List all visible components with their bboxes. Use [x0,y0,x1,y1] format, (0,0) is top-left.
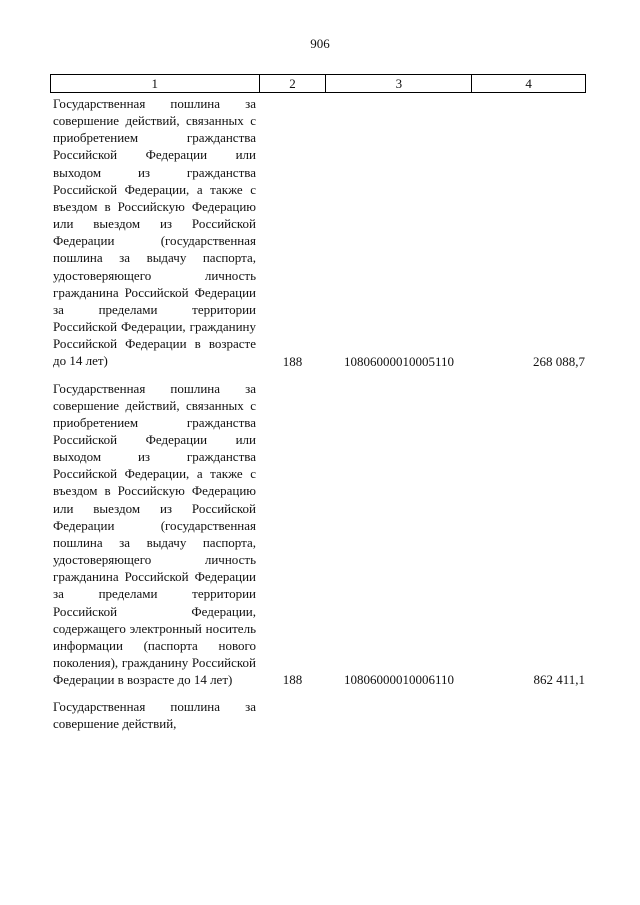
column-header-2: 2 [260,75,327,92]
row-description: Государственная пошлина за совершение действий, [53,699,256,732]
row-kbk-code: 10806000010005110 [343,353,455,369]
table-row [50,698,586,732]
revenue-table [50,74,586,733]
table-header-row [50,74,586,93]
row-amount: 268 088,7 [533,353,585,369]
row-admin-code: 188 [282,672,303,688]
row-kbk-code: 10806000010006110 [343,672,455,688]
row-description: Государственная пошлина за совершение действий, связанных с приобретением гражданства Российской Федерации или выходом из гражданства Российской Федерации, а также с въездом в Российскую Федерацию или выездом из Российской Федерации (государственная пошлина за выдачу паспорта, удостоверяющего личность гражданина Российской Федерации за пределами территории Российской Федерации, содержащего электронный носитель информации (паспорта нового поколения), гражданину Российской Федерации в возрасте до 14 лет) [53,380,256,688]
column-header-1: 1 [51,75,260,92]
table-row [50,380,586,689]
table-row [50,95,586,370]
page-number: 906 [310,36,330,51]
column-header-4: 4 [472,75,586,92]
row-description: Государственная пошлина за совершение действий, связанных с приобретением гражданства Российской Федерации или выходом из гражданства Российской Федерации, а также с въездом в Российскую Федерацию или выездом из Российской Федерации (государственная пошлина за выдачу паспорта, удостоверяющего личность гражданина Российской Федерации за пределами территории Российской Федерации, гражданину Российской Федерации в возрасте до 14 лет) [53,96,256,369]
row-admin-code: 188 [282,353,303,369]
column-header-3: 3 [326,75,472,92]
row-amount: 862 411,1 [533,672,585,688]
